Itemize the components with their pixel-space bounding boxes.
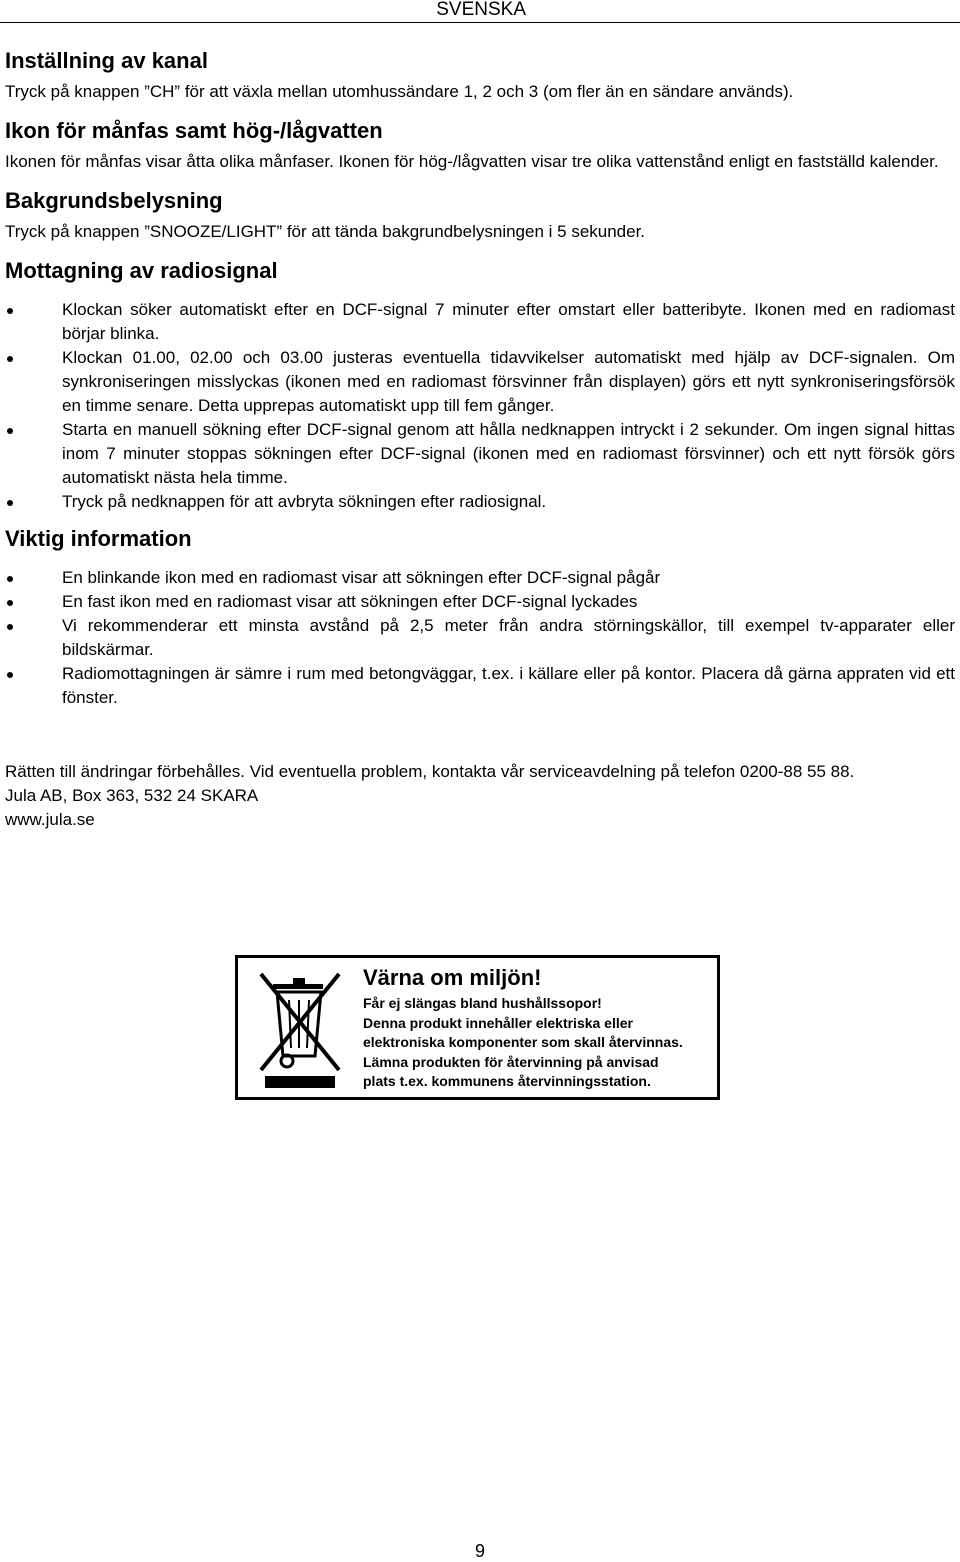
bullet-icon	[7, 576, 13, 582]
heading-manfas: Ikon för månfas samt hög-/lågvatten	[5, 118, 383, 143]
environment-line: plats t.ex. kommunens återvinningsstation.	[363, 1073, 651, 1089]
bullet-icon	[7, 600, 13, 606]
radiosignal-list	[5, 298, 955, 514]
list-item-text: En blinkande ikon med en radiomast visar att sökningen efter DCF-signal pågår	[62, 568, 661, 587]
list-item	[5, 662, 955, 710]
heading-radiosignal: Mottagning av radiosignal	[5, 258, 278, 283]
footer-contact	[5, 760, 955, 832]
text-belysning: Tryck på knappen ”SNOOZE/LIGHT” för att tända bakgrundbelysningen i 5 sekunder.	[5, 222, 646, 241]
spacer	[5, 290, 955, 298]
footer-notice: Rätten till ändringar förbehålles. Vid eventuella problem, kontakta vår serviceavdelning på telefon 0200-88 55 88.	[5, 762, 855, 781]
environment-line: elektroniska komponenter som skall återvinnas.	[363, 1034, 683, 1050]
heading-viktig: Viktig information	[5, 526, 192, 551]
environment-text	[363, 964, 713, 1092]
list-item	[5, 490, 955, 514]
environment-title: Värna om miljön!	[363, 965, 542, 990]
list-item	[5, 418, 955, 490]
page-header	[0, 0, 960, 26]
heading-kanal: Inställning av kanal	[5, 48, 208, 73]
crossed-out-wheelie-bin-icon	[253, 966, 347, 1091]
language-label: SVENSKA	[436, 0, 526, 20]
list-item-text: Radiomottagningen är sämre i rum med betongväggar, t.ex. i källare eller på kontor. Placera då gärna appraten vid ett fönster.	[62, 664, 955, 707]
viktig-list	[5, 566, 955, 710]
header-rule	[0, 22, 960, 23]
environment-line: Lämna produkten för återvinning på anvisad	[363, 1053, 659, 1070]
footer-address: Jula AB, Box 363, 532 24 SKARA	[5, 786, 259, 805]
list-item	[5, 614, 955, 662]
environment-line: Får ej slängas bland hushållssopor!	[363, 995, 602, 1011]
list-item-text: Klockan 01.00, 02.00 och 03.00 justeras eventuella tidavvikelser automatiskt med hjälp av DCF-signalen. Om synkroniseringen misslyckas (ikonen med en radiomast försvinner från displayen) görs ett nytt synkroniseringsförsök en timme senare. Detta upprepas automatiskt upp till fem gånger.	[62, 348, 955, 415]
bullet-icon	[7, 500, 13, 506]
list-item	[5, 566, 955, 590]
environment-notice-box	[235, 955, 720, 1100]
bullet-icon	[7, 356, 13, 362]
footer-website: www.jula.se	[5, 810, 95, 829]
bullet-icon	[7, 672, 13, 678]
bullet-icon	[7, 624, 13, 630]
list-item-text: Klockan söker automatiskt efter en DCF-signal 7 minuter efter omstart eller batteribyte. Ikonen med en radiomast börjar blinka.	[62, 300, 955, 343]
page-number: 9	[474, 1541, 485, 1561]
list-item-text: En fast ikon med en radiomast visar att sökningen efter DCF-signal lyckades	[62, 592, 638, 611]
document-body	[5, 46, 955, 832]
bullet-icon	[7, 428, 13, 434]
list-item-text: Tryck på nedknappen för att avbryta sökningen efter radiosignal.	[62, 492, 547, 511]
bullet-icon	[7, 308, 13, 314]
text-manfas: Ikonen för månfas visar åtta olika månfaser. Ikonen för hög-/lågvatten visar tre olika vattenstånd enligt en fastställd kalender.	[5, 152, 939, 171]
environment-line: Denna produkt innehåller elektriska eller	[363, 1014, 633, 1031]
list-item	[5, 590, 955, 614]
list-item-text: Vi rekommenderar ett minsta avstånd på 2,5 meter från andra störningskällor, till exempel tv-apparater eller bildskärmar.	[62, 616, 955, 659]
list-item	[5, 298, 955, 346]
spacer	[5, 558, 955, 566]
heading-belysning: Bakgrundsbelysning	[5, 188, 223, 213]
text-kanal: Tryck på knappen ”CH” för att växla mellan utomhussändare 1, 2 och 3 (om fler än en sändare används).	[5, 82, 794, 101]
list-item	[5, 346, 955, 418]
list-item-text: Starta en manuell sökning efter DCF-signal genom att hålla nedknappen intryckt i 2 sekunder. Om ingen signal hittas inom 7 minuter stoppas sökningen efter DCF-signal (ikonen med en radiomast försvinner) och ett nytt försök görs automatiskt nästa hela timme.	[62, 420, 955, 487]
